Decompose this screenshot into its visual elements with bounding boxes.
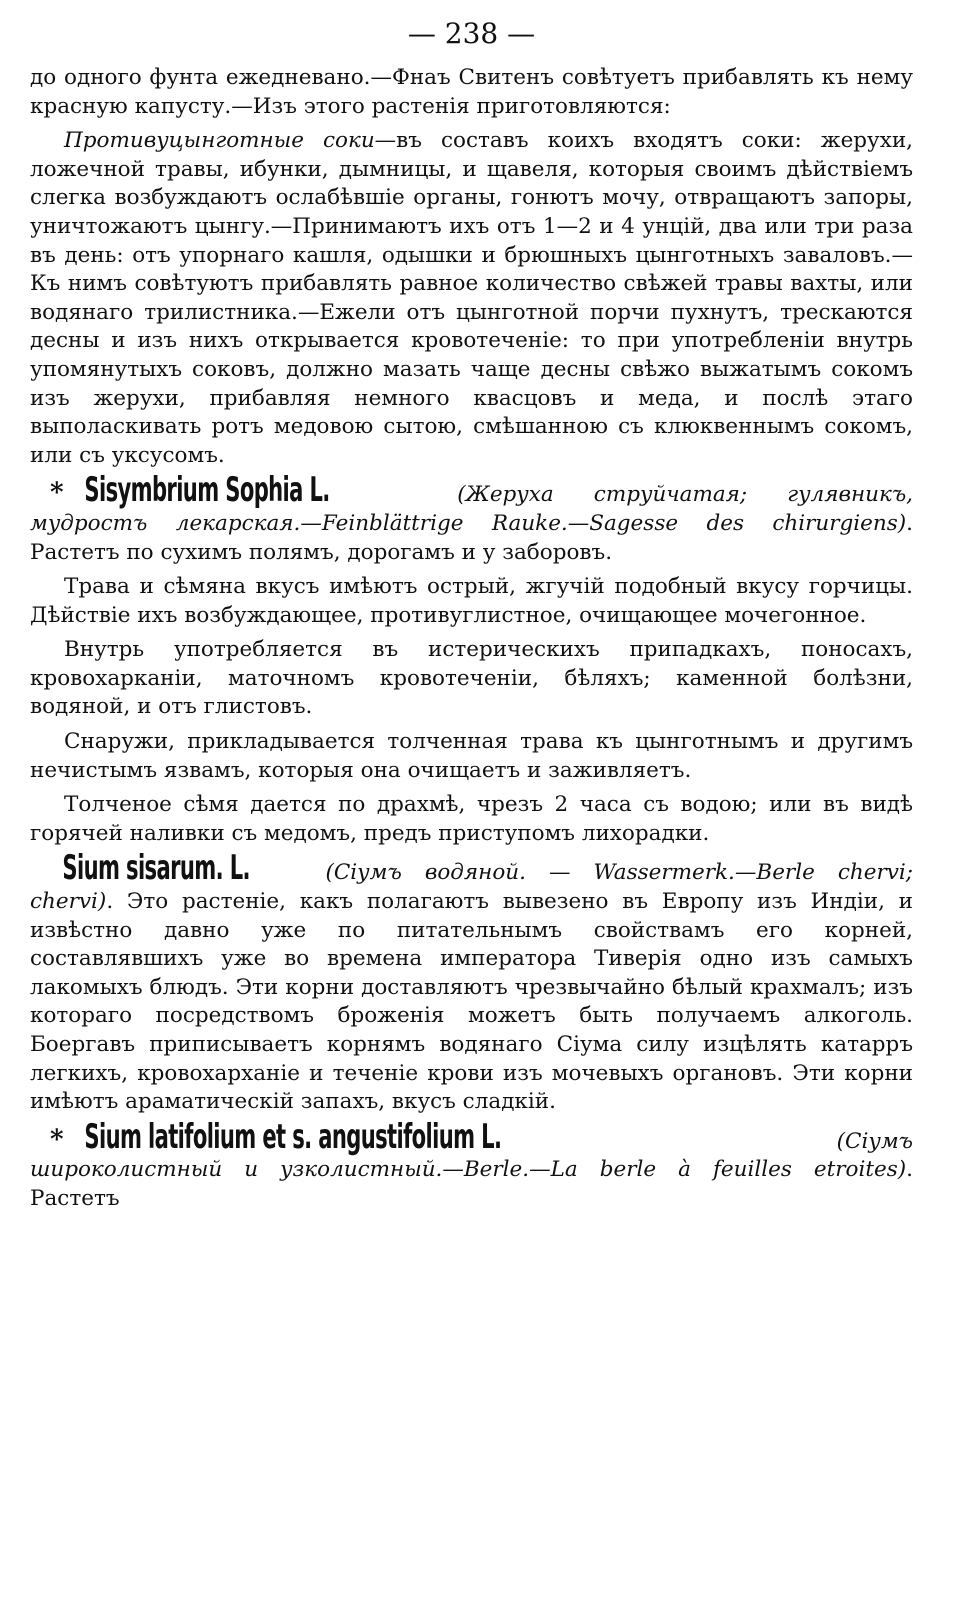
paragraph-dosage: Толченое сѣмя дается по драхмѣ, чрезъ 2 часа съ водою; или въ видѣ горячей наливки съ медомъ, предъ приступомъ лихорадки. [30, 792, 913, 846]
entry-sisymbrium [30, 470, 913, 567]
latin-name: Sisymbrium Sophia L. [84, 470, 330, 511]
paragraph-taste: Трава и сѣмяна вкусъ имѣютъ острый, жгучій подобный вкусу горчицы. Дѣйствіе ихъ возбуждающее, противуглистное, очищающее мочегонное. [30, 574, 913, 628]
synonyms: (Жеруха струйчатая; гулявникъ, мудростъ лекарская.—Feinblättrige Rauke.—Sagesse des chirurgiens) [30, 482, 913, 536]
paragraph-internal-use: Внутрь употребляется въ истерическихъ припадкахъ, поносахъ, кровохарканіи, маточномъ кровотеченіи, бѣляхъ; каменной болѣзни, водяной, и отъ глистовъ. [30, 637, 913, 720]
entry-text: . Растетъ [30, 1157, 913, 1211]
entry-sium-sisarum [30, 848, 913, 1116]
page-number: — 238 — [407, 17, 536, 50]
synonyms: (Сіумъ водяной. — Wassermerk.—Berle chervi; chervi) [30, 860, 913, 915]
latin-name: Sium sisarum. L. [62, 848, 250, 889]
star-mark: * [50, 478, 64, 509]
paragraph-juices [30, 127, 913, 470]
star-mark: * [50, 1124, 64, 1155]
entry-text: . Это растеніе, какъ полагаютъ вывезено въ Европу изъ Индіи, и извѣстно давно уже по питательнымъ свойствамъ его корней, составлявшихъ уже во времена императора Тиверія одно изъ самыхъ лакомыхъ блюдъ. Эти корни доставляютъ чрезвычайно бѣлый крахмалъ; изъ котораго посредствомъ броженія можетъ быть получаемъ алкоголь. Боергавъ приписываетъ корнямъ водянаго Сіума силу изцѣлять катарръ легкихъ, кровохарханіе и теченіе крови изъ мочевыхъ органовъ. Эти корни имѣютъ араматическій запахъ, вкусъ сладкій. [30, 889, 913, 1115]
paragraph-lead: Противуцынготные соки [64, 128, 375, 154]
paragraph-external-use: Снаружи, прикладывается толченная трава къ цынготнымъ и другимъ нечистымъ язвамъ, которыя она очищаетъ и заживляетъ. [30, 729, 913, 783]
entry-text: . Растетъ по сухимъ полямъ, дорогамъ и у заборовъ. [30, 510, 913, 565]
synonyms: (Сіумъ широколистный и узколистный.—Berle.—La berle à feuilles etroites) [30, 1128, 913, 1183]
paragraph-text: —въ составъ коихъ входятъ соки: жерухи, ложечной травы, ибунки, дымницы, и щавеля, которыя своимъ дѣйствіемъ слегка возбуждаютъ ослабѣвшіе органы, гонютъ мочу, отвращаютъ запоры, уничтожаютъ цынгу.—Принимаютъ ихъ отъ 1—2 и 4 унцій, два или три раза въ день: отъ упорнаго кашля, одышки и брюшныхъ цынготныхъ заваловъ.—Къ нимъ совѣтуютъ прибавлять равное количество свѣжей травы вахты, или водянаго трилистника.—Ежели отъ цынготной порчи пухнутъ, трескаются десны и изъ нихъ открывается кровотеченіе: то при употребленіи внутрь упомянутыхъ соковъ, должно мазать чаще десны свѣжо выжатымъ сокомъ изъ жерухи, прибавляя немного квасцовъ и меда, и послѣ этаго выполаскивать ротъ медовою сытою, смѣшанною съ клюквеннымъ сокомъ, или съ уксусомъ. [30, 128, 913, 468]
paragraph-continued: до одного фунта ежедневано.—Фнаъ Свитенъ совѣтуетъ прибавлять къ нему красную капусту.—Изъ этого растенія приготовляются: [30, 65, 913, 119]
entry-sium-latifolium [30, 1116, 913, 1214]
latin-name: Sium latifolium et s. angustifolium L. [84, 1116, 501, 1157]
page-body [30, 64, 913, 1214]
